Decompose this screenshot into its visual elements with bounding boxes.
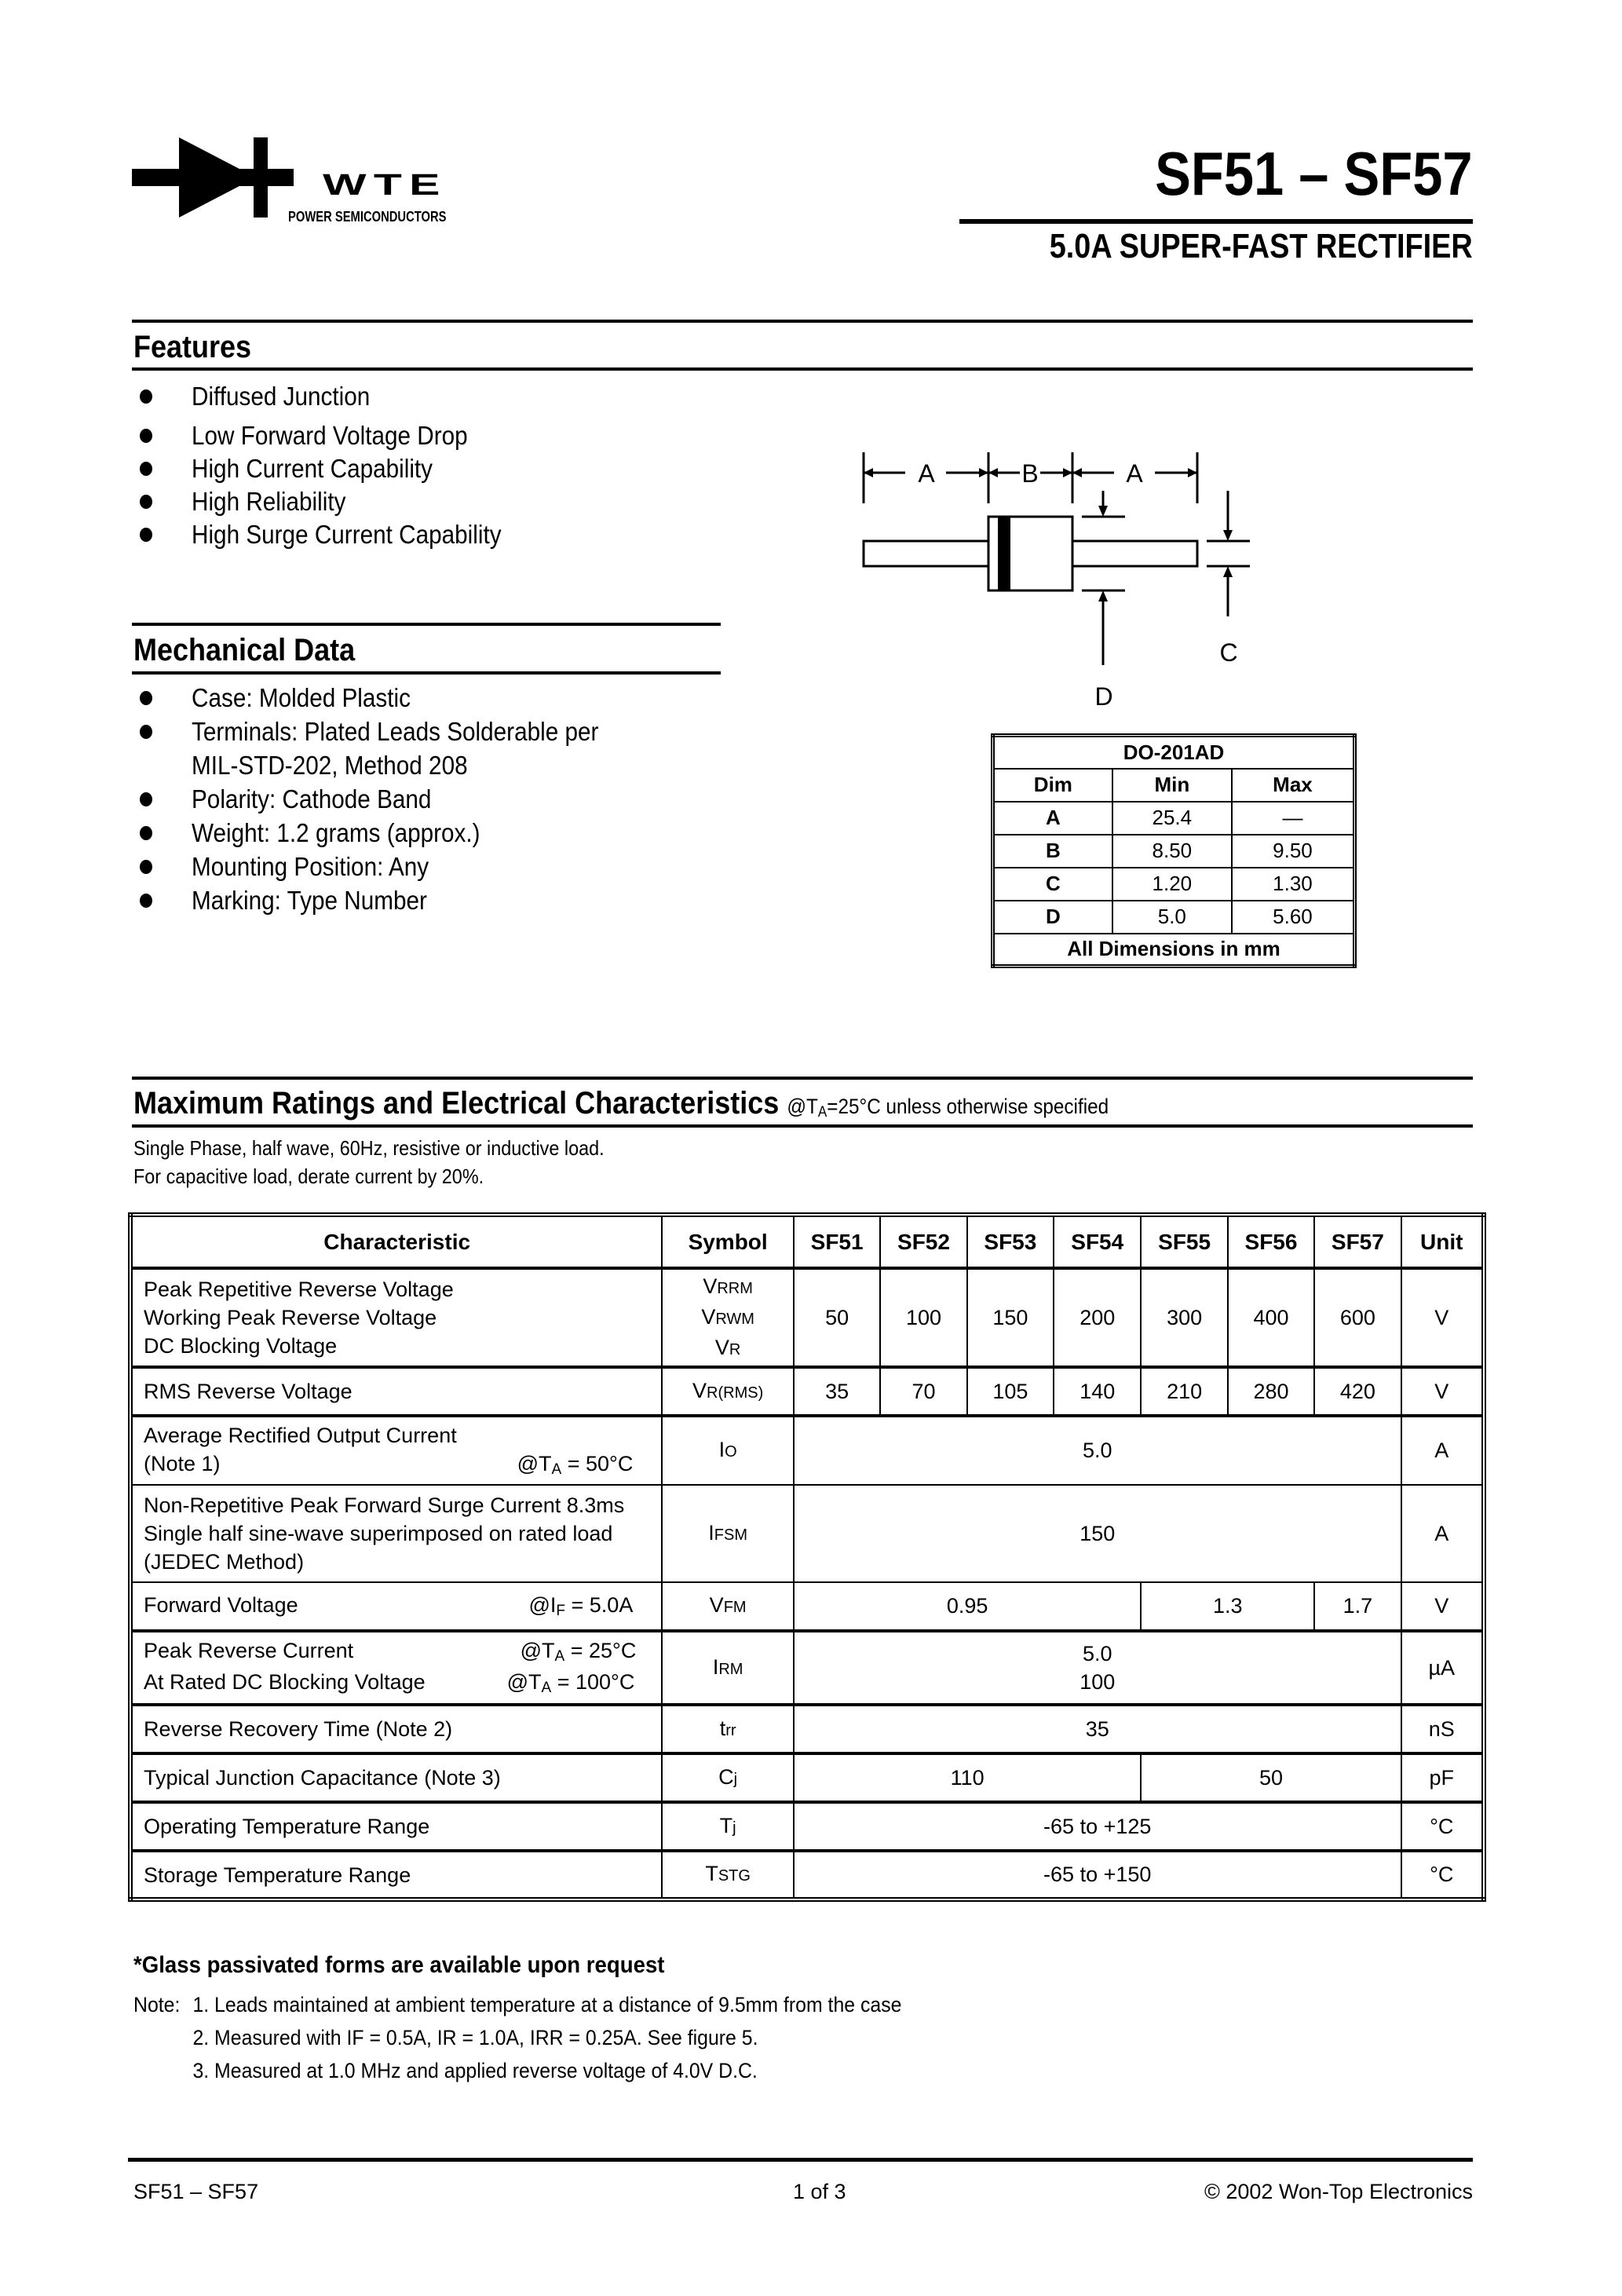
list-item: Low Forward Voltage Drop — [133, 419, 762, 452]
footer-copyright: © 2002 Won-Top Electronics — [1204, 2180, 1473, 2203]
ratings-heading: Maximum Ratings and Electrical Characteristics $@T_A=25^\circ C$ unless otherwise specified — [133, 1086, 1109, 1121]
table-row: D 5.0 5.60 — [993, 901, 1355, 934]
features-heading: Features — [133, 330, 252, 364]
bullet-icon — [140, 495, 152, 509]
notes-list — [133, 1988, 969, 2087]
table-row: Operating Temperature Range Tj -65 to +125 °C — [130, 1802, 1484, 1851]
page-title: SF51 – SF57 — [1155, 139, 1473, 208]
list-item: MIL-STD-202, Method 208 — [192, 751, 468, 780]
mechanical-bottom-rule — [132, 671, 721, 675]
dim-label-b: B — [1021, 459, 1039, 488]
list-item: Case: Molded Plastic — [133, 682, 762, 715]
table-row: Average Rectified Output Current (Note 1) $@T_A = 50^\circ C$ IO 5.0 A — [130, 1416, 1484, 1485]
title-divider — [959, 219, 1473, 224]
table-row: Peak Reverse Current $@T_A = 25^\circ C$ At Rated DC Blocking Voltage $@T_A = 100^\circ C$ IRM 5.0 100 µA — [130, 1631, 1484, 1705]
features-list — [133, 380, 762, 551]
dim-label-c: C — [1219, 638, 1238, 667]
logo-tagline: POWER SEMICONDUCTORS — [288, 209, 447, 225]
table-row: Reverse Recovery Time (Note 2) trr 35 nS — [130, 1705, 1484, 1753]
table-row: C 1.20 1.30 — [993, 868, 1355, 901]
table-row: A 25.4 — — [993, 802, 1355, 835]
glass-passivated-note: *Glass passivated forms are available upon request — [133, 1952, 665, 1978]
bullet-icon — [140, 894, 152, 908]
table-row: Forward Voltage $@I_F = 5.0A$ VFM 0.95 1.3 1.7 V — [130, 1582, 1484, 1631]
bullet-icon — [140, 528, 152, 542]
package-name: DO-201AD — [993, 736, 1355, 769]
features-top-rule — [132, 320, 1473, 323]
table-row: Non-Repetitive Peak Forward Surge Current 8.3ms Single half sine-wave superimposed on rated load (JEDEC Method) IFSM 150 A — [130, 1485, 1484, 1582]
column-header: Dim — [993, 769, 1112, 802]
package-outline-diagram — [856, 440, 1500, 722]
mechanical-heading: Mechanical Data — [133, 633, 356, 667]
bullet-icon — [140, 462, 152, 476]
table-row: B 8.50 9.50 — [993, 835, 1355, 868]
features-bottom-rule — [132, 367, 1473, 371]
dim-label-d: D — [1094, 682, 1113, 711]
ratings-table — [128, 1212, 1486, 1902]
bullet-icon — [140, 860, 152, 874]
dimensions-footer: All Dimensions in mm — [993, 934, 1355, 967]
list-item: Weight: 1.2 grams (approx.) — [133, 817, 762, 850]
footer-rule — [128, 2158, 1473, 2162]
table-row: Storage Temperature Range TSTG -65 to +150 °C — [130, 1851, 1484, 1899]
note-item: 3. Measured at 1.0 MHz and applied reverse voltage of 4.0V D.C. — [192, 2059, 758, 2082]
wte-logo — [132, 122, 477, 224]
table-header-row: Characteristic Symbol SF51 SF52 SF53 SF54 SF55 SF56 SF57 Unit — [130, 1215, 1484, 1268]
bullet-icon — [140, 429, 152, 443]
list-item: Mounting Position: Any — [133, 850, 762, 884]
list-item: High Surge Current Capability — [133, 518, 762, 551]
column-header: Min — [1112, 769, 1232, 802]
mechanical-list — [133, 682, 762, 918]
footer-part-range: SF51 – SF57 — [133, 2180, 259, 2203]
list-item: Diffused Junction — [133, 380, 762, 419]
table-row: Typical Junction Capacitance (Note 3) Cj 110 50 pF — [130, 1753, 1484, 1802]
list-item: Terminals: Plated Leads Solderable per — [133, 715, 762, 749]
bullet-icon — [140, 792, 152, 806]
ratings-bottom-rule — [132, 1124, 1473, 1128]
dim-label-a-right: A — [1126, 459, 1143, 488]
bullet-icon — [140, 725, 152, 739]
ratings-top-rule — [132, 1077, 1473, 1080]
footer-page-number: 1 of 3 — [793, 2180, 846, 2203]
list-item: Marking: Type Number — [133, 884, 762, 918]
list-item: High Reliability — [133, 485, 762, 518]
logo-brand: WTE — [323, 169, 448, 202]
page-subtitle: 5.0A SUPER-FAST RECTIFIER — [1050, 227, 1473, 265]
bullet-icon — [140, 691, 152, 705]
bullet-icon — [140, 389, 152, 404]
column-header: Max — [1232, 769, 1355, 802]
ratings-condition: $@T_A=25^\circ C$ unless otherwise specified — [787, 1095, 1109, 1121]
dim-label-a-left: A — [918, 459, 935, 488]
table-row: RMS Reverse Voltage VR(RMS) 35 70 105 140 210 280 420 V — [130, 1367, 1484, 1416]
list-item: Polarity: Cathode Band — [133, 783, 762, 817]
mechanical-top-rule — [132, 623, 721, 626]
note-item: Note: 1. Leads maintained at ambient temperature at a distance of 9.5mm from the case — [133, 1993, 902, 2016]
note-item: 2. Measured with IF = 0.5A, IR = 1.0A, IRR = 0.25A. See figure 5. — [192, 2026, 758, 2049]
table-row: Peak Repetitive Reverse Voltage Working Peak Reverse Voltage DC Blocking Voltage VRRM VRWM VR 50 100 150 200 300 400 600 V — [130, 1268, 1484, 1367]
dimensions-table — [991, 733, 1357, 968]
ratings-intro: Single Phase, half wave, 60Hz, resistive or inductive load. For capacitive load, derate current by 20%. — [133, 1136, 605, 1188]
bullet-icon — [140, 826, 152, 840]
diode-symbol-icon — [132, 122, 305, 224]
list-item: High Current Capability — [133, 452, 762, 485]
